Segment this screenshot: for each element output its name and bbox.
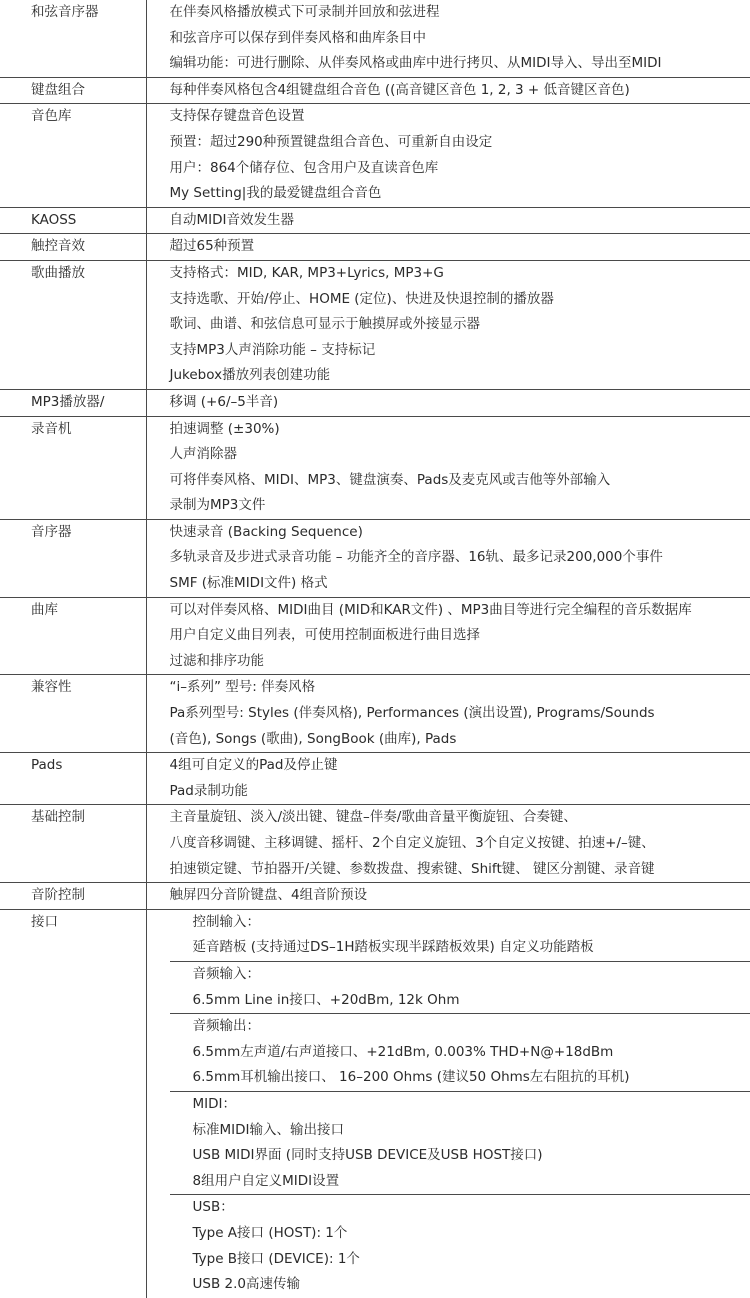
spec-line: Jukebox播放列表创建功能	[170, 363, 750, 389]
interface-group	[170, 1013, 750, 1091]
spec-label: 接口	[0, 909, 146, 1297]
spec-line: 支持格式：MID, KAR, MP3+Lyrics, MP3+G	[170, 261, 750, 287]
spec-line: 8组用户自定义MIDI设置	[193, 1169, 750, 1195]
spec-row	[0, 519, 750, 597]
spec-row-interface	[0, 909, 750, 1297]
spec-line: 过滤和排序功能	[170, 649, 750, 675]
spec-line: 音频输出：	[193, 1014, 750, 1040]
spec-line: 在伴奏风格播放模式下可录制并回放和弦进程	[170, 0, 750, 26]
spec-line: 音频输入：	[193, 962, 750, 988]
spec-line: Pa系列型号: Styles (伴奏风格), Performances (演出设置), Programs/Sounds	[170, 701, 750, 727]
spec-line: 可以对伴奏风格、MIDI曲目 (MID和KAR文件) 、MP3曲目等进行完全编程的音乐数据库	[170, 598, 750, 624]
spec-line: 多轨录音及步进式录音功能 – 功能齐全的音序器、16轨、最多记录200,000个事件	[170, 545, 750, 571]
spec-label: 录音机	[0, 416, 146, 519]
spec-line: (音色), Songs (歌曲), SongBook (曲库), Pads	[170, 727, 750, 753]
spec-content	[146, 0, 750, 77]
spec-content	[146, 77, 750, 104]
spec-label: 音序器	[0, 519, 146, 597]
spec-line: Type A接口 (HOST): 1个	[193, 1221, 750, 1247]
spec-line: 自动MIDI音效发生器	[170, 208, 750, 234]
spec-row	[0, 389, 750, 416]
spec-content	[146, 597, 750, 675]
spec-row	[0, 77, 750, 104]
spec-line: 4组可自定义的Pad及停止键	[170, 753, 750, 779]
spec-line: USB 2.0高速传输	[193, 1272, 750, 1298]
spec-row	[0, 0, 750, 77]
spec-line: 支持选歌、开始/停止、HOME (定位)、快进及快退控制的播放器	[170, 287, 750, 313]
spec-line: 主音量旋钮、淡入/淡出键、键盘–伴奏/歌曲音量平衡旋钮、合奏键、	[170, 805, 750, 831]
spec-line: 录制为MP3文件	[170, 493, 750, 519]
spec-content	[146, 883, 750, 910]
spec-content	[146, 675, 750, 753]
interface-group	[170, 910, 750, 961]
spec-label: 触控音效	[0, 234, 146, 261]
spec-content	[146, 234, 750, 261]
spec-content	[146, 753, 750, 805]
spec-label: MP3播放器/	[0, 389, 146, 416]
spec-line: 人声消除器	[170, 442, 750, 468]
spec-line: 6.5mm耳机输出接口、 16–200 Ohms (建议50 Ohms左右阻抗的耳机)	[193, 1065, 750, 1091]
spec-label: Pads	[0, 753, 146, 805]
interface-group	[170, 1194, 750, 1297]
spec-content	[146, 416, 750, 519]
spec-line: MIDI：	[193, 1092, 750, 1118]
spec-line: 歌词、曲谱、和弦信息可显示于触摸屏或外接显示器	[170, 312, 750, 338]
spec-line: “i–系列” 型号: 伴奏风格	[170, 675, 750, 701]
spec-line: 支持MP3人声消除功能 – 支持标记	[170, 338, 750, 364]
spec-line: 和弦音序可以保存到伴奏风格和曲库条目中	[170, 26, 750, 52]
spec-label: 和弦音序器	[0, 0, 146, 77]
spec-line: Pad录制功能	[170, 779, 750, 805]
spec-label: 键盘组合	[0, 77, 146, 104]
interface-group	[170, 1091, 750, 1194]
interface-group	[170, 961, 750, 1013]
spec-line: 快速录音 (Backing Sequence)	[170, 520, 750, 546]
spec-label: 曲库	[0, 597, 146, 675]
spec-line: 延音踏板 (支持通过DS–1H踏板实现半踩踏板效果) 自定义功能踏板	[193, 935, 750, 961]
spec-content	[146, 519, 750, 597]
spec-line: 用户：864个储存位、包含用户及直读音色库	[170, 156, 750, 182]
spec-line: 每种伴奏风格包含4组键盘组合音色 ((高音键区音色 1, 2, 3 + 低音键区音色)	[170, 78, 750, 104]
spec-line: 触屏四分音阶键盘、4组音阶预设	[170, 883, 750, 909]
spec-line: 控制输入：	[193, 910, 750, 936]
spec-line: 标准MIDI输入、输出接口	[193, 1118, 750, 1144]
spec-row	[0, 234, 750, 261]
spec-label: KAOSS	[0, 207, 146, 234]
spec-label: 基础控制	[0, 805, 146, 883]
spec-line: USB MIDI界面 (同时支持USB DEVICE及USB HOST接口)	[193, 1143, 750, 1169]
spec-line: 预置：超过290种预置键盘组合音色、可重新自由设定	[170, 130, 750, 156]
spec-content	[146, 260, 750, 389]
spec-label: 兼容性	[0, 675, 146, 753]
spec-line: Type B接口 (DEVICE): 1个	[193, 1247, 750, 1273]
spec-row	[0, 675, 750, 753]
spec-line: 可将伴奏风格、MIDI、MP3、键盘演奏、Pads及麦克风或吉他等外部输入	[170, 468, 750, 494]
spec-line: 超过65种预置	[170, 234, 750, 260]
spec-row	[0, 416, 750, 519]
spec-line: 拍速调整 (±30%)	[170, 417, 750, 443]
spec-line: 编辑功能：可进行删除、从伴奏风格或曲库中进行拷贝、从MIDI导入、导出至MIDI	[170, 51, 750, 77]
spec-content	[146, 104, 750, 207]
spec-row	[0, 207, 750, 234]
spec-line: 支持保存键盘音色设置	[170, 104, 750, 130]
spec-line: 八度音移调键、主移调键、摇杆、2个自定义旋钮、3个自定义按键、拍速+/–键、	[170, 831, 750, 857]
spec-row	[0, 753, 750, 805]
spec-line: 6.5mm Line in接口、+20dBm, 12k Ohm	[193, 988, 750, 1014]
spec-content	[146, 389, 750, 416]
spec-row	[0, 883, 750, 910]
spec-line: 6.5mm左声道/右声道接口、+21dBm, 0.003% THD+N@+18dBm	[193, 1040, 750, 1066]
spec-line: SMF (标准MIDI文件) 格式	[170, 571, 750, 597]
spec-line: 拍速锁定键、节拍器开/关键、参数拨盘、搜索键、Shift键、 键区分割键、录音键	[170, 857, 750, 883]
spec-row	[0, 260, 750, 389]
spec-content	[146, 909, 750, 1297]
spec-content	[146, 805, 750, 883]
spec-row	[0, 104, 750, 207]
spec-row	[0, 597, 750, 675]
spec-line: 移调 (+6/–5半音)	[170, 390, 750, 416]
spec-label: 歌曲播放	[0, 260, 146, 389]
spec-line: USB：	[193, 1195, 750, 1221]
spec-label: 音阶控制	[0, 883, 146, 910]
spec-content	[146, 207, 750, 234]
spec-row	[0, 805, 750, 883]
spec-label: 音色库	[0, 104, 146, 207]
spec-line: 用户自定义曲目列表，可使用控制面板进行曲目选择	[170, 623, 750, 649]
spec-line: My Setting|我的最爱键盘组合音色	[170, 181, 750, 207]
